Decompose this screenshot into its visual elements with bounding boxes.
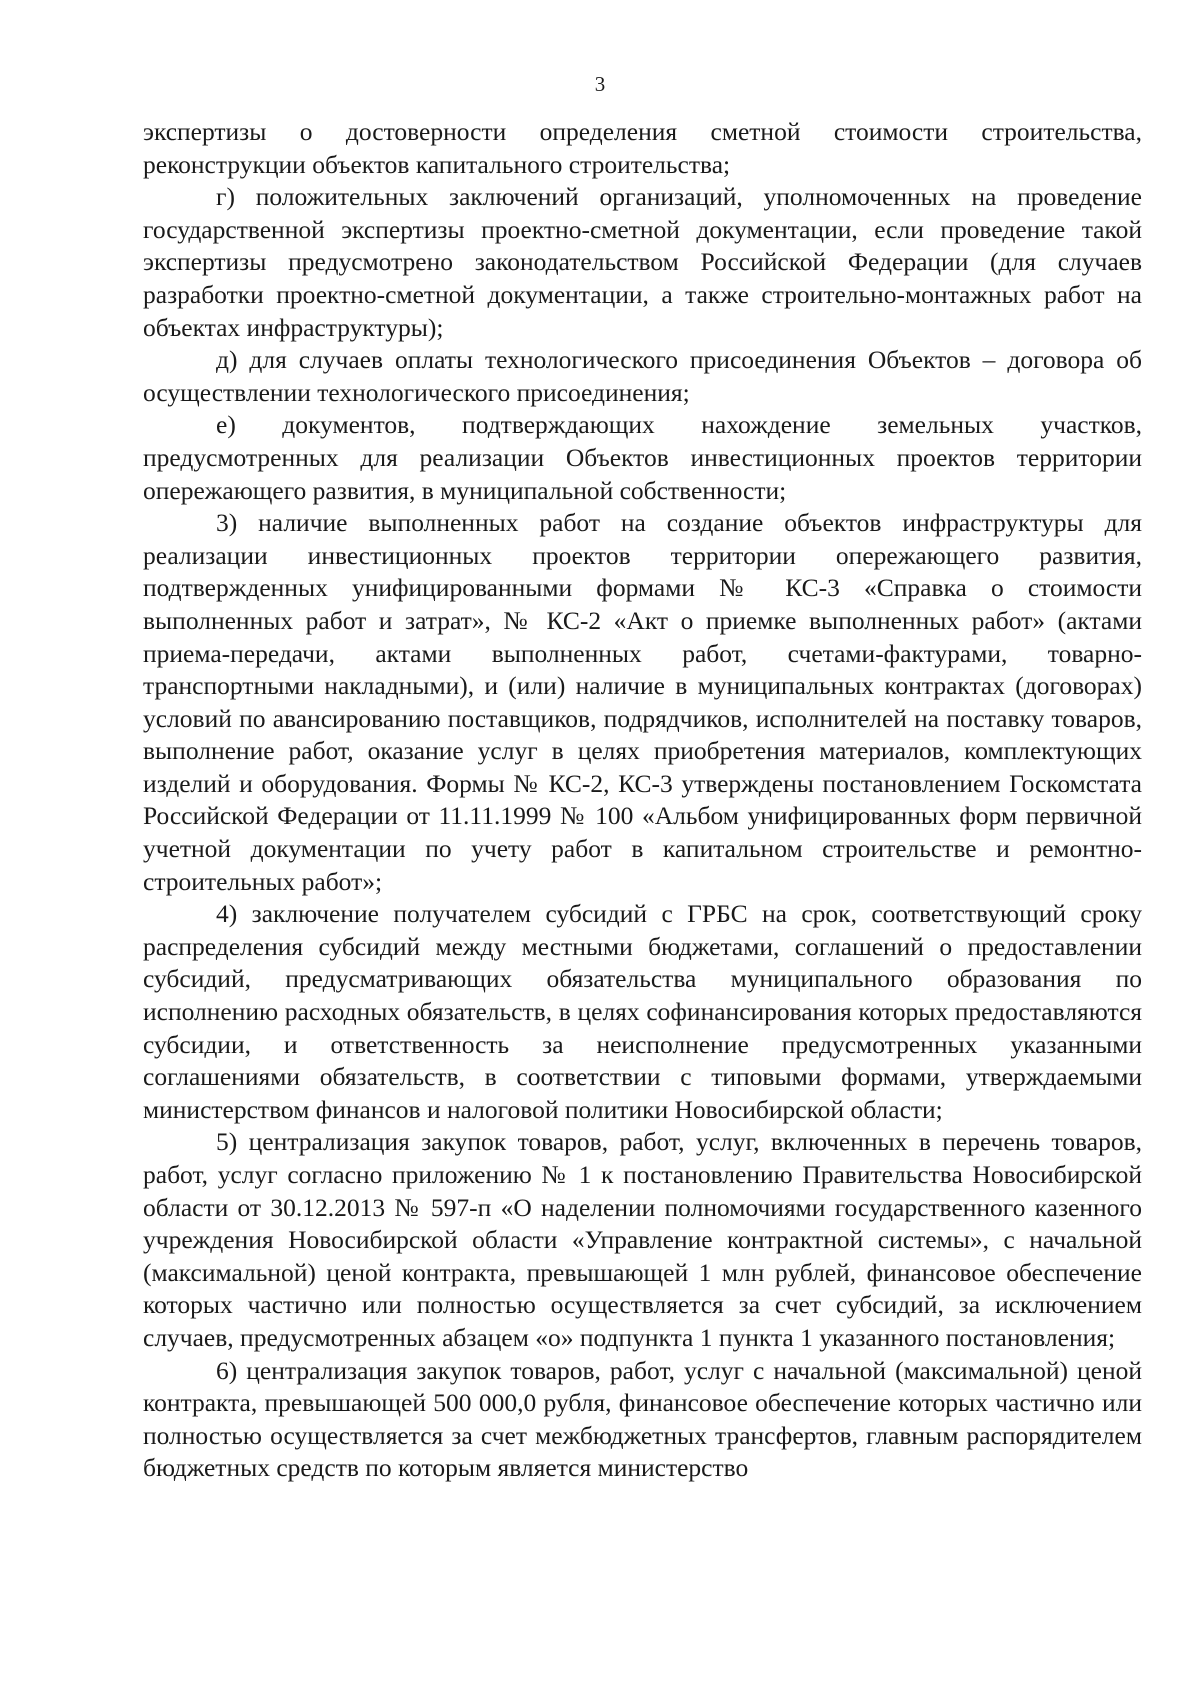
document-body bbox=[143, 116, 1142, 1485]
paragraph-continuation: экспертизы о достоверности определения сметной стоимости строительства, реконструкции объектов капитального строительства; bbox=[143, 117, 1142, 179]
paragraph-item-d: д) для случаев оплаты технологического присоединения Объектов – договора об осуществлении технологического присоединения; bbox=[143, 345, 1142, 407]
paragraph-item-e: е) документов, подтверждающих нахождение земельных участков, предусмотренных для реализации Объектов инвестиционных проектов территории опережающего развития, в муниципальной собственности; bbox=[143, 410, 1142, 505]
paragraph-item-3: 3) наличие выполненных работ на создание объектов инфраструктуры для реализации инвестиционных проектов территории опережающего развития, подтвержденных унифицированными формами № КС-3 «Справка о стоимости выполненных работ и затрат», № КС-2 «Акт о приемке выполненных работ» (актами приема-передачи, актами выполненных работ, счетами-фактурами, товарно-транспортными накладными), и (или) наличие в муниципальных контрактах (договорах) условий по авансированию поставщиков, подрядчиков, исполнителей на поставку товаров, выполнение работ, оказание услуг в целях приобретения материалов, комплектующих изделий и оборудования. Формы № КС-2, КС-3 утверждены постановлением Госкомстата Российской Федерации от 11.11.1999 № 100 «Альбом унифицированных форм первичной учетной документации по учету работ в капитальном строительстве и ремонтно-строительных работ»; bbox=[143, 508, 1142, 896]
paragraph-item-5: 5) централизация закупок товаров, работ, услуг, включенных в перечень товаров, работ, услуг согласно приложению № 1 к постановлению Правительства Новосибирской области от 30.12.2013 № 597-п «О наделении полномочиями государственного казенного учреждения Новосибирской области «Управление контрактной системы», с начальной (максимальной) ценой контракта, превышающей 1 млн рублей, финансовое обеспечение которых частично или полностью осуществляется за счет субсидий, за исключением случаев, предусмотренных абзацем «о» подпункта 1 пункта 1 указанного постановления; bbox=[143, 1127, 1142, 1352]
paragraph-item-4: 4) заключение получателем субсидий с ГРБС на срок, соответствующий сроку распределения субсидий между местными бюджетами, соглашений о предоставлении субсидий, предусматривающих обязательства муниципального образования по исполнению расходных обязательств, в целях софинансирования которых предоставляются субсидии, и ответственность за неисполнение предусмотренных указанными соглашениями обязательств, в соответствии с типовыми формами, утверждаемыми министерством финансов и налоговой политики Новосибирской области; bbox=[143, 899, 1142, 1124]
paragraph-item-6: 6) централизация закупок товаров, работ, услуг с начальной (максимальной) ценой контракта, превышающей 500 000,0 рубля, финансовое обеспечение которых частично или полностью осуществляется за счет межбюджетных трансфертов, главным распорядителем бюджетных средств по которым является министерство bbox=[143, 1355, 1142, 1483]
paragraph-item-g: г) положительных заключений организаций, уполномоченных на проведение государственной экспертизы проектно-сметной документации, если проведение такой экспертизы предусмотрено законодательством Российской Федерации (для случаев разработки проектно-сметной документации, а также строительно-монтажных работ на объектах инфраструктуры); bbox=[143, 182, 1142, 342]
page-number: 3 bbox=[594, 72, 606, 96]
